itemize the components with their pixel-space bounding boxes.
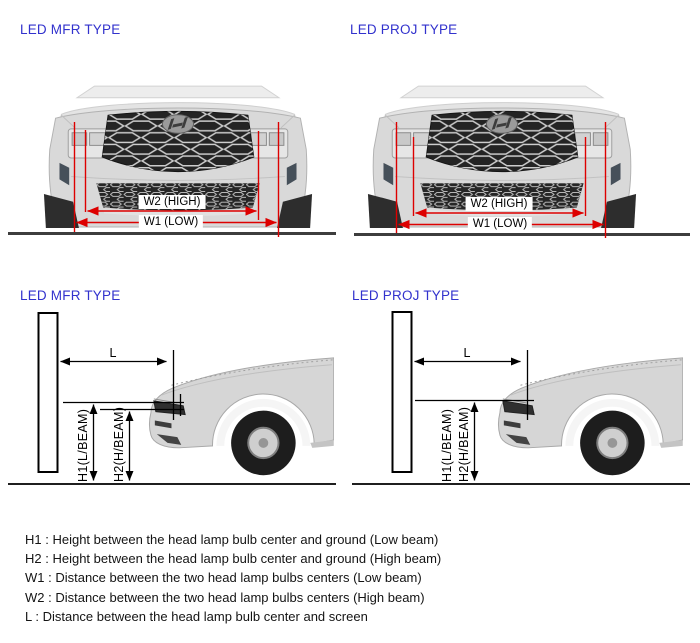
w2-high-label-mfr: W2 (HIGH) xyxy=(139,195,206,209)
side-car-mfr xyxy=(149,358,333,475)
side-car-proj xyxy=(498,358,682,475)
l-label-mfr: L xyxy=(109,346,117,360)
h2-label-proj: H2(H/BEAM) xyxy=(457,406,471,482)
section-title-side-proj: LED PROJ TYPE xyxy=(352,288,460,303)
w1-low-label-mfr: W1 (LOW) xyxy=(139,215,203,229)
h1-label-mfr: H1(L/BEAM) xyxy=(76,408,90,482)
legend-item-w1: W1 : Distance between the two head lamp bulbs centers (Low beam) xyxy=(25,570,422,586)
l-label-proj: L xyxy=(463,346,471,360)
legend-item-h1: H1 : Height between the head lamp bulb center and ground (Low beam) xyxy=(25,532,439,547)
section-title-front-proj: LED PROJ TYPE xyxy=(350,22,458,37)
w1-low-label-proj: W1 (LOW) xyxy=(468,217,532,231)
front-proj-diagram xyxy=(354,86,690,238)
legend-item-h2: H2 : Height between the head lamp bulb center and ground (High beam) xyxy=(25,551,442,567)
aiming-screen xyxy=(393,312,412,472)
h2-label-mfr: H2(H/BEAM) xyxy=(112,406,126,482)
side-mfr-diagram xyxy=(8,313,336,484)
section-title-side-mfr: LED MFR TYPE xyxy=(20,288,121,303)
legend xyxy=(25,530,441,626)
section-title-front-mfr: LED MFR TYPE xyxy=(20,22,121,37)
w2-high-label-proj: W2 (HIGH) xyxy=(466,197,533,211)
legend-item-l: L : Distance between the head lamp bulb center and screen xyxy=(25,608,368,624)
aiming-screen xyxy=(39,313,58,472)
legend-item-w2: W2 : Distance between the two head lamp bulbs centers (High beam) xyxy=(25,589,425,605)
h1-label-proj: H1(L/BEAM) xyxy=(440,408,454,482)
side-proj-diagram xyxy=(352,312,690,484)
